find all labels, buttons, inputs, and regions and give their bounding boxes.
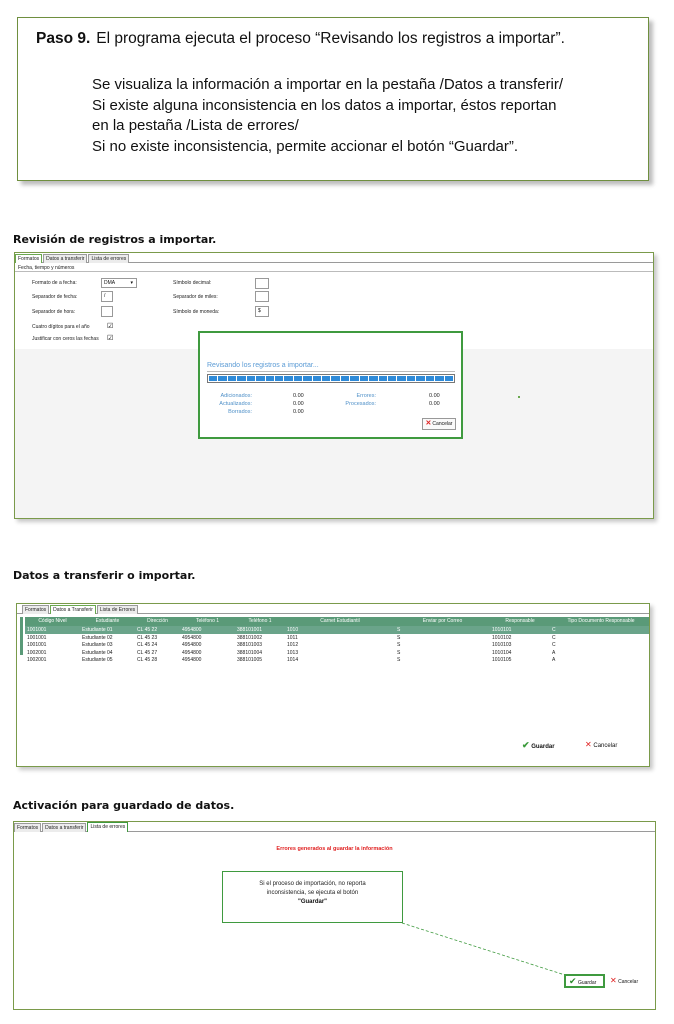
table-cell: S: [397, 634, 401, 641]
tab-datos-transferir[interactable]: Datos a transferir: [42, 823, 86, 832]
connector-line: [402, 923, 565, 975]
table-cell: CL 45 22: [137, 627, 158, 633]
table-cell: 4954800: [182, 642, 202, 648]
cancel-button[interactable]: [585, 740, 617, 749]
table-cell: 1010105: [492, 657, 512, 663]
date-sep-input[interactable]: /: [101, 291, 113, 302]
tab-lista-errores[interactable]: Lista de errores: [87, 822, 128, 832]
progress-segment: [331, 376, 339, 381]
cancel-button[interactable]: [610, 975, 638, 988]
processed-label: Procesados:: [345, 401, 376, 407]
cancel-x-icon: ✕: [425, 420, 432, 427]
progress-segment: [426, 376, 434, 381]
table-cell: 1002001: [27, 649, 47, 656]
column-header[interactable]: Teléfono 1: [195, 618, 220, 624]
progress-segment: [228, 376, 236, 381]
table-cell: 388101004: [237, 649, 263, 656]
progress-segment: [350, 376, 358, 381]
table-cell: 4954800: [182, 634, 202, 641]
table-cell: 1010102: [492, 634, 512, 641]
errors-value: 0.00: [429, 393, 440, 399]
progress-segment: [275, 376, 283, 381]
table-cell: Estudiante 05: [82, 657, 113, 663]
tab-datos-transferir[interactable]: Datos a Transferir: [50, 605, 96, 614]
table-cell: 1011: [287, 634, 298, 641]
added-label: Adicionados:: [220, 393, 252, 399]
table-cell: 388101005: [237, 657, 263, 663]
column-header[interactable]: Código Nivel: [38, 618, 67, 624]
tab-formatos[interactable]: Formatos: [14, 823, 41, 832]
progress-segment: [341, 376, 349, 381]
dialog-cancel-label: Cancelar: [432, 421, 453, 427]
table-cell: 1010101: [492, 627, 512, 633]
table-cell: 1012: [287, 642, 299, 648]
column-header[interactable]: Carnet Estudiantil: [320, 618, 360, 624]
thousands-input[interactable]: [255, 291, 269, 302]
step-label: Paso 9.: [36, 30, 91, 47]
progress-segment: [218, 376, 226, 381]
tab-lista-errores[interactable]: Lista de errores: [88, 254, 129, 263]
save-button[interactable]: [522, 740, 555, 751]
tab-datos-transferir[interactable]: Datos a transferir: [43, 254, 87, 263]
zero-pad-label: Justificar con ceros las fechas: [32, 336, 99, 342]
table-cell: 388101001: [237, 627, 263, 633]
grid-header: [25, 617, 650, 626]
table-cell: S: [397, 642, 401, 648]
step-description: [92, 75, 563, 157]
deleted-value: 0.00: [293, 409, 304, 415]
table-cell: A: [552, 657, 556, 663]
table-cell: 1001001: [27, 627, 47, 633]
four-digits-checkbox[interactable]: ☑: [107, 323, 114, 330]
table-cell: Estudiante 02: [82, 634, 113, 641]
table-cell: S: [397, 657, 401, 663]
progress-segment: [247, 376, 255, 381]
cancel-label: Cancelar: [618, 979, 639, 985]
column-header[interactable]: Tipo Documento Responsable: [567, 618, 635, 624]
currency-input[interactable]: $: [255, 306, 269, 317]
step-instructions-box: [17, 17, 649, 181]
date-format-label: Formato de a fecha:: [32, 280, 77, 286]
table-cell: Estudiante 03: [82, 642, 113, 648]
table-cell: Estudiante 01: [82, 627, 113, 633]
check-icon: ✔: [569, 976, 577, 986]
progress-segment: [379, 376, 387, 381]
column-header[interactable]: Estudiante: [95, 618, 120, 624]
date-format-value: DMA: [104, 280, 116, 286]
callout-line: inconsistencia, se ejecuta el botón: [266, 890, 359, 896]
table-cell: 1001001: [27, 642, 47, 648]
dialog-divider: [207, 371, 455, 372]
progress-bar: [207, 374, 455, 383]
decimal-label: Símbolo decimal:: [173, 280, 212, 286]
progress-segment: [435, 376, 443, 381]
tab-formatos[interactable]: Formatos: [22, 605, 49, 614]
decimal-input[interactable]: [255, 278, 269, 289]
section-title-activation: Activación para guardado de datos.: [13, 799, 235, 812]
chevron-down-icon: ▾: [130, 280, 133, 286]
tab-lista-errores[interactable]: Lista de Errores: [97, 605, 138, 614]
table-cell: C: [552, 634, 556, 641]
progress-segment: [369, 376, 377, 381]
updated-value: 0.00: [293, 401, 304, 407]
callout-line: Si el proceso de importación, no reporta: [259, 881, 366, 887]
progress-segment: [284, 376, 292, 381]
four-digits-label: Cuatro dígitos para el año: [32, 324, 90, 330]
row-indicator: [20, 617, 23, 655]
progress-segment: [209, 376, 217, 381]
progress-dialog: [198, 331, 463, 439]
transfer-window: [16, 603, 650, 767]
step-line: Se visualiza la información a importar en la pestaña /Datos a transferir/: [92, 76, 564, 93]
section-title-transfer: Datos a transferir o importar.: [13, 569, 196, 582]
hour-sep-label: Separador de hora:: [32, 309, 76, 315]
save-label: Guardar: [577, 980, 597, 986]
column-header[interactable]: Teléfono 1: [248, 618, 272, 624]
table-cell: 1014: [287, 657, 299, 663]
cancel-x-icon: ✕: [585, 740, 592, 749]
table-cell: S: [397, 627, 401, 633]
group-divider: [15, 271, 653, 272]
table-cell: 1010: [287, 627, 299, 633]
table-cell: CL 45 23: [137, 634, 158, 641]
progress-title: Revisando los registros a importar...: [207, 362, 319, 369]
progress-segment: [303, 376, 311, 381]
callout-connector: [14, 822, 656, 1010]
table-cell: CL 45 27: [137, 649, 158, 656]
progress-segment: [294, 376, 302, 381]
table-cell: C: [552, 627, 556, 633]
errors-window: [13, 821, 656, 1010]
column-header[interactable]: Responsable: [505, 618, 535, 624]
table-cell: 388101002: [237, 634, 263, 641]
updated-label: Actualizados:: [219, 401, 252, 407]
date-format-select[interactable]: [101, 278, 137, 288]
cancel-label: Cancelar: [593, 743, 618, 749]
thousands-label: Separador de miles:: [173, 294, 218, 300]
check-icon: ✔: [522, 740, 530, 750]
table-cell: 1002001: [27, 657, 47, 663]
table-cell: 1001001: [27, 634, 47, 641]
progress-segment: [237, 376, 245, 381]
table-cell: Estudiante 04: [82, 649, 113, 656]
column-header[interactable]: Dirección: [147, 618, 168, 624]
dialog-cancel-button[interactable]: [422, 418, 456, 430]
group-label: Fecha, tiempo y números: [18, 265, 75, 271]
step-title: El programa ejecuta el proceso “Revisando los registros a importar”.: [96, 30, 565, 47]
step-line: en la pestaña /Lista de errores/: [92, 117, 299, 134]
cancel-x-icon: ✕: [610, 976, 617, 985]
errors-label: Errores:: [356, 393, 376, 399]
tab-formatos[interactable]: Formatos: [15, 254, 42, 263]
dot-marker: [518, 396, 520, 398]
table-cell: 4954800: [182, 627, 202, 633]
column-header[interactable]: Enviar por Correo: [422, 618, 463, 624]
progress-segment: [266, 376, 274, 381]
progress-segment: [313, 376, 321, 381]
progress-segment: [407, 376, 415, 381]
transfer-tabs: [17, 604, 139, 614]
table-cell: C: [552, 642, 556, 648]
progress-segment: [397, 376, 405, 381]
step-line: Si existe alguna inconsistencia en los datos a importar, éstos reportan: [92, 96, 557, 114]
callout-button-name: "Guardar": [297, 899, 328, 905]
errors-title: Errores generados al guardar la información: [276, 846, 393, 852]
step-heading: [36, 30, 565, 48]
hour-sep-input[interactable]: [101, 306, 113, 317]
zero-pad-checkbox[interactable]: ☑: [107, 335, 114, 342]
progress-segment: [322, 376, 330, 381]
step-line: Si no existe inconsistencia, permite accionar el botón “Guardar”.: [92, 137, 519, 155]
table-row[interactable]: [25, 656, 650, 664]
save-label: Guardar: [531, 744, 555, 750]
deleted-label: Borrados:: [228, 409, 252, 415]
table-cell: 4954800: [182, 657, 202, 663]
date-sep-label: Separador de fecha:: [32, 294, 78, 300]
review-tabs: [15, 253, 130, 263]
table-cell: CL 45 28: [137, 657, 158, 663]
currency-label: Símbolo de moneda:: [173, 309, 220, 315]
processed-value: 0.00: [429, 401, 440, 407]
table-cell: 388101003: [237, 642, 263, 648]
progress-segment: [445, 376, 453, 381]
table-cell: CL 45 24: [137, 642, 158, 648]
progress-segment: [416, 376, 424, 381]
progress-segment: [256, 376, 264, 381]
section-title-review: Revisión de registros a importar.: [13, 233, 217, 246]
save-button-highlighted[interactable]: [564, 974, 605, 988]
table-cell: S: [397, 649, 401, 656]
progress-segment: [388, 376, 396, 381]
table-cell: 4954800: [182, 649, 202, 656]
table-cell: A: [552, 649, 556, 656]
added-value: 0.00: [293, 393, 304, 399]
table-cell: 1010103: [492, 642, 512, 648]
progress-segment: [360, 376, 368, 381]
table-cell: 1010104: [492, 649, 512, 656]
table-cell: 1013: [287, 649, 299, 656]
